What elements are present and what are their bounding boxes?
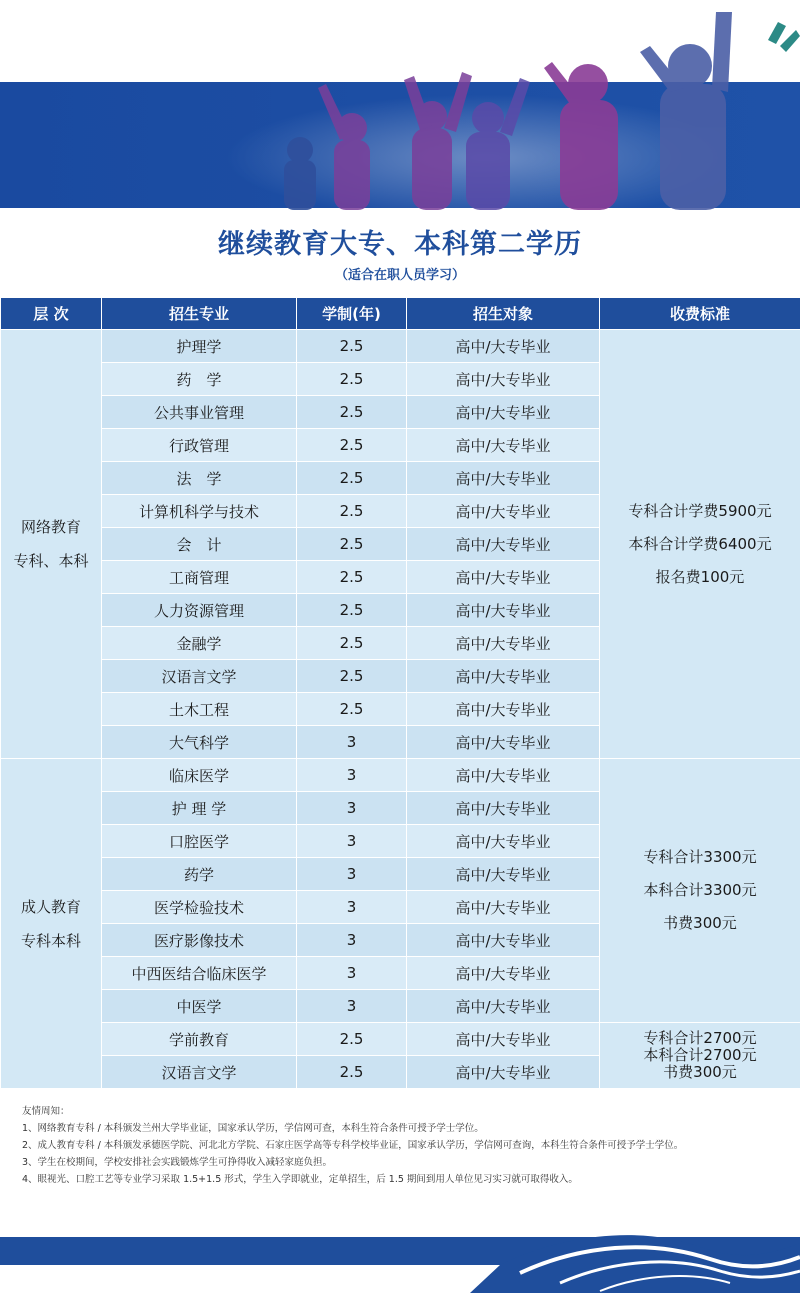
target-cell: 高中/大专毕业 (407, 858, 600, 891)
note-item: 3、学生在校期间，学校安排社会实践锻炼学生可挣得收入减轻家庭负担。 (22, 1157, 333, 1168)
fee-line: 报名费100元 (655, 567, 745, 586)
header-major: 招生专业 (102, 298, 297, 330)
years-cell: 2.5 (297, 330, 407, 363)
years-cell: 3 (297, 957, 407, 990)
years-cell: 3 (297, 726, 407, 759)
years-cell: 2.5 (297, 594, 407, 627)
years-cell: 3 (297, 891, 407, 924)
major-cell: 学前教育 (102, 1023, 297, 1056)
page-title: 继续教育大专、本科第二学历 (218, 229, 582, 260)
table-row (1, 330, 800, 363)
major-cell: 口腔医学 (102, 825, 297, 858)
fee-line: 本科合计2700元 (643, 1046, 757, 1064)
major-cell: 汉语言文学 (102, 660, 297, 693)
target-cell: 高中/大专毕业 (407, 792, 600, 825)
notes-section (22, 1103, 792, 1188)
years-cell: 2.5 (297, 1056, 407, 1089)
major-cell: 医学检验技术 (102, 891, 297, 924)
years-cell: 3 (297, 858, 407, 891)
header-level: 层 次 (1, 298, 102, 330)
target-cell: 高中/大专毕业 (407, 825, 600, 858)
target-cell: 高中/大专毕业 (407, 528, 600, 561)
target-cell: 高中/大专毕业 (407, 330, 600, 363)
major-cell: 土木工程 (102, 693, 297, 726)
page-subtitle: （适合在职人员学习） (334, 268, 465, 283)
years-cell: 2.5 (297, 693, 407, 726)
years-cell: 2.5 (297, 396, 407, 429)
years-cell: 3 (297, 825, 407, 858)
major-cell: 金融学 (102, 627, 297, 660)
fee-line: 书费300元 (663, 914, 737, 932)
level-line: 网络教育 (20, 518, 81, 536)
target-cell: 高中/大专毕业 (407, 990, 600, 1023)
major-cell: 中西医结合临床医学 (102, 957, 297, 990)
years-cell: 2.5 (297, 627, 407, 660)
major-cell: 计算机科学与技术 (102, 495, 297, 528)
major-cell: 公共事业管理 (102, 396, 297, 429)
target-cell: 高中/大专毕业 (407, 957, 600, 990)
target-cell: 高中/大专毕业 (407, 495, 600, 528)
target-cell: 高中/大专毕业 (407, 924, 600, 957)
years-cell: 3 (297, 792, 407, 825)
major-cell: 汉语言文学 (102, 1056, 297, 1089)
header-years: 学制(年) (297, 298, 407, 330)
target-cell: 高中/大专毕业 (407, 462, 600, 495)
note-item: 4、眼视光、口腔工艺等专业学习采取 1.5+1.5 形式，学生入学即就业，定单招生，后 1.5 期间到用人单位见习实习就可取得收入。 (22, 1174, 578, 1185)
header-target: 招生对象 (407, 298, 600, 330)
target-cell: 高中/大专毕业 (407, 1056, 600, 1089)
fee-line: 本科合计学费6400元 (628, 534, 772, 553)
header-fee: 收费标准 (600, 298, 800, 330)
target-cell: 高中/大专毕业 (407, 891, 600, 924)
level-line: 成人教育 (20, 897, 81, 916)
fee-cell-adult-medical (600, 759, 800, 1023)
header-banner (0, 0, 800, 210)
fee-line: 专科合计2700元 (643, 1029, 757, 1047)
target-cell: 高中/大专毕业 (407, 627, 600, 660)
major-cell: 人力资源管理 (102, 594, 297, 627)
years-cell: 2.5 (297, 660, 407, 693)
years-cell: 2.5 (297, 528, 407, 561)
target-cell: 高中/大专毕业 (407, 429, 600, 462)
years-cell: 2.5 (297, 429, 407, 462)
major-cell: 医疗影像技术 (102, 924, 297, 957)
major-cell: 中医学 (102, 990, 297, 1023)
years-cell: 3 (297, 990, 407, 1023)
fee-table (0, 297, 800, 1089)
fee-line: 专科合计3300元 (643, 848, 757, 866)
target-cell: 高中/大专毕业 (407, 363, 600, 396)
level-cell-network (1, 330, 102, 759)
table-row (1, 1023, 800, 1056)
major-cell: 会 计 (102, 528, 297, 561)
target-cell: 高中/大专毕业 (407, 660, 600, 693)
major-cell: 临床医学 (102, 759, 297, 792)
major-cell: 护 理 学 (102, 792, 297, 825)
major-cell: 法 学 (102, 462, 297, 495)
note-item: 2、成人教育专科 / 本科颁发承德医学院、河北北方学院、石家庄医学高等专科学校毕业证，国家承认学历，学信网可查询，本科生符合条件可授予学士学位。 (22, 1140, 684, 1151)
major-cell: 护理学 (102, 330, 297, 363)
fee-line: 本科合计3300元 (643, 881, 757, 899)
target-cell: 高中/大专毕业 (407, 1023, 600, 1056)
table-row (1, 759, 800, 792)
years-cell: 2.5 (297, 495, 407, 528)
years-cell: 2.5 (297, 462, 407, 495)
note-item: 1、网络教育专科 / 本科颁发兰州大学毕业证，国家承认学历，学信网可查，本科生符合条件可授予学士学位。 (22, 1123, 484, 1134)
table-header-row (1, 298, 800, 330)
notes-heading: 友情周知： (22, 1106, 70, 1117)
fee-line: 书费300元 (663, 1063, 737, 1081)
years-cell: 2.5 (297, 561, 407, 594)
years-cell: 2.5 (297, 363, 407, 396)
level-line: 专科、本科 (13, 552, 89, 570)
target-cell: 高中/大专毕业 (407, 561, 600, 594)
major-cell: 大气科学 (102, 726, 297, 759)
fee-cell-adult-general (600, 1023, 800, 1089)
years-cell: 3 (297, 924, 407, 957)
target-cell: 高中/大专毕业 (407, 693, 600, 726)
major-cell: 工商管理 (102, 561, 297, 594)
years-cell: 2.5 (297, 1023, 407, 1056)
level-cell-adult (1, 759, 102, 1089)
major-cell: 行政管理 (102, 429, 297, 462)
level-line: 专科本科 (20, 931, 81, 950)
fee-line: 专科合计学费5900元 (628, 501, 772, 520)
target-cell: 高中/大专毕业 (407, 396, 600, 429)
major-cell: 药学 (102, 858, 297, 891)
banner-graphic (0, 0, 800, 210)
target-cell: 高中/大专毕业 (407, 759, 600, 792)
target-cell: 高中/大专毕业 (407, 594, 600, 627)
years-cell: 3 (297, 759, 407, 792)
footer-wave-graphic (0, 1225, 800, 1293)
target-cell: 高中/大专毕业 (407, 726, 600, 759)
footer-band (0, 1225, 800, 1293)
fee-cell-network (600, 330, 800, 759)
major-cell: 药 学 (102, 363, 297, 396)
